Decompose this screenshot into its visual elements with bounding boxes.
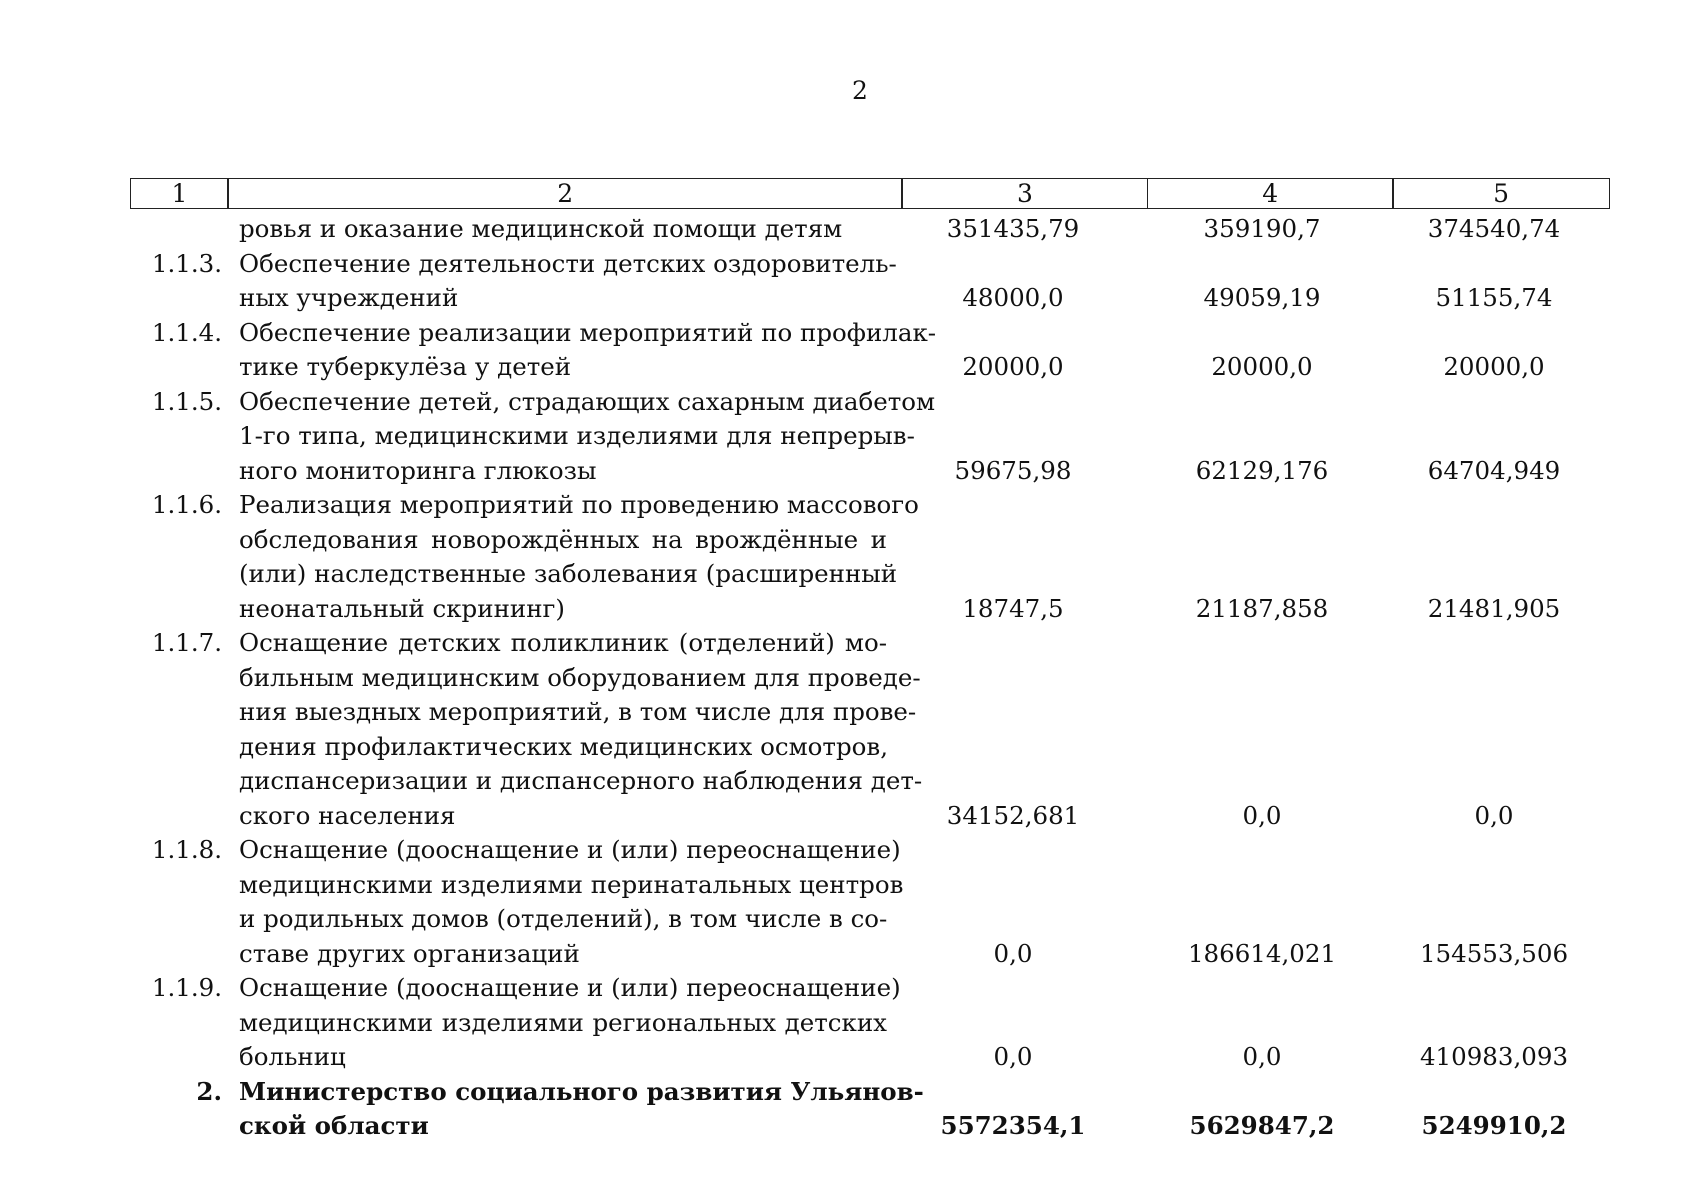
table-row <box>130 316 1610 385</box>
value-col-5: 20000,0 <box>1443 352 1545 381</box>
value-col-5: 374540,74 <box>1427 214 1561 243</box>
row-description <box>239 385 936 489</box>
column-header-4: 4 <box>1147 178 1394 209</box>
value-col-5: 154553,506 <box>1419 938 1569 968</box>
value-col-5: 51155,74 <box>1435 283 1553 312</box>
row-description <box>239 971 901 1075</box>
value-col-5: 5249910,2 <box>1421 1111 1567 1140</box>
table-row <box>130 971 1610 1075</box>
table-body <box>130 212 1610 1144</box>
value-col-4: 5629847,2 <box>1189 1111 1335 1140</box>
row-description <box>239 212 887 247</box>
value-col-5: 0,0 <box>1474 800 1514 830</box>
description-line: больниц <box>239 1042 346 1071</box>
row-description <box>239 626 923 833</box>
table-row <box>130 833 1610 971</box>
value-col-5: 21481,905 <box>1427 593 1561 623</box>
row-description <box>239 316 937 385</box>
value-col-3: 59675,98 <box>954 455 1072 485</box>
description-line: Министерство социального развития Ульянов- <box>239 1076 924 1106</box>
value-col-4: 20000,0 <box>1211 352 1313 381</box>
value-col-5: 410983,093 <box>1419 1042 1569 1071</box>
description-line: Обеспечение детей, страдающих сахарным диабетом <box>239 386 936 416</box>
value-col-4: 62129,176 <box>1195 455 1329 485</box>
description-line: Оснащение (дооснащение и (или) переоснащение) <box>239 835 901 864</box>
description-line: ской области <box>239 1111 429 1140</box>
table-row <box>130 488 1610 626</box>
value-col-3: 18747,5 <box>962 593 1064 623</box>
description-line: Обеспечение реализации мероприятий по профилак- <box>239 317 937 347</box>
value-col-3: 20000,0 <box>962 352 1064 381</box>
table-header-row <box>130 178 1610 209</box>
value-col-4: 186614,021 <box>1187 938 1337 968</box>
row-description <box>239 247 897 316</box>
row-description <box>239 1075 924 1144</box>
value-col-3: 5572354,1 <box>940 1111 1086 1140</box>
column-header-2: 2 <box>227 178 903 209</box>
row-description <box>239 833 904 971</box>
description-line: бильным медицинским оборудованием для проведе- <box>239 662 921 692</box>
column-header-3: 3 <box>901 178 1148 209</box>
table-row <box>130 212 1610 247</box>
value-col-3: 48000,0 <box>962 283 1064 312</box>
description-line: ского населения <box>239 800 456 830</box>
table-row <box>130 247 1610 316</box>
value-col-4: 21187,858 <box>1195 593 1329 623</box>
table-row <box>130 1075 1610 1144</box>
row-number: 1.1.9. <box>151 973 222 1002</box>
value-col-3: 351435,79 <box>946 214 1080 243</box>
description-line: неонатальный скрининг) <box>239 593 565 623</box>
row-number: 2. <box>196 1076 222 1106</box>
column-header-5: 5 <box>1392 178 1610 209</box>
table-row <box>130 626 1610 833</box>
row-number: 1.1.6. <box>151 490 222 519</box>
description-line: обследования новорождённых на врождённые и <box>239 524 887 554</box>
value-col-3: 0,0 <box>993 938 1033 968</box>
description-line: 1-го типа, медицинскими изделиями для непрерыв- <box>239 421 915 450</box>
description-line: тике туберкулёза у детей <box>239 352 572 381</box>
description-line: Оснащение (дооснащение и (или) переоснащение) <box>239 973 901 1002</box>
description-line: медицинскими изделиями перинатальных центров <box>239 869 904 899</box>
row-number: 1.1.5. <box>151 386 222 416</box>
column-header-1: 1 <box>130 178 229 209</box>
description-line: ных учреждений <box>239 283 459 312</box>
description-line: Реализация мероприятий по проведению массового <box>239 490 919 519</box>
description-line: диспансеризации и диспансерного наблюдения дет- <box>239 766 923 795</box>
value-col-5: 64704,949 <box>1427 455 1561 485</box>
description-line: (или) наследственные заболевания (расширенный <box>239 559 898 588</box>
description-line: Обеспечение деятельности детских оздоровитель- <box>239 248 897 278</box>
row-number: 1.1.8. <box>151 835 222 864</box>
value-col-3: 0,0 <box>993 1042 1033 1071</box>
page-number: 2 <box>852 76 868 105</box>
table-row <box>130 385 1610 489</box>
description-line: дения профилактических медицинских осмотров, <box>239 731 888 761</box>
description-line: Оснащение детских поликлиник (отделений) мо- <box>239 628 887 657</box>
description-line: ставе других организаций <box>239 938 580 968</box>
value-col-4: 49059,19 <box>1203 283 1321 312</box>
description-line: медицинскими изделиями региональных детских <box>239 1007 887 1037</box>
value-col-4: 0,0 <box>1242 800 1282 830</box>
row-description <box>239 488 919 626</box>
value-col-3: 34152,681 <box>946 800 1080 830</box>
description-line: ния выездных мероприятий, в том числе для прове- <box>239 697 917 726</box>
description-line: ровья и оказание медицинской помощи детям <box>239 214 843 243</box>
value-col-4: 359190,7 <box>1203 214 1321 243</box>
description-line: и родильных домов (отделений), в том числе в со- <box>239 904 888 933</box>
row-number: 1.1.4. <box>151 317 222 347</box>
row-number: 1.1.7. <box>151 628 222 657</box>
value-col-4: 0,0 <box>1242 1042 1282 1071</box>
row-number: 1.1.3. <box>151 248 222 278</box>
description-line: ного мониторинга глюкозы <box>239 455 597 485</box>
